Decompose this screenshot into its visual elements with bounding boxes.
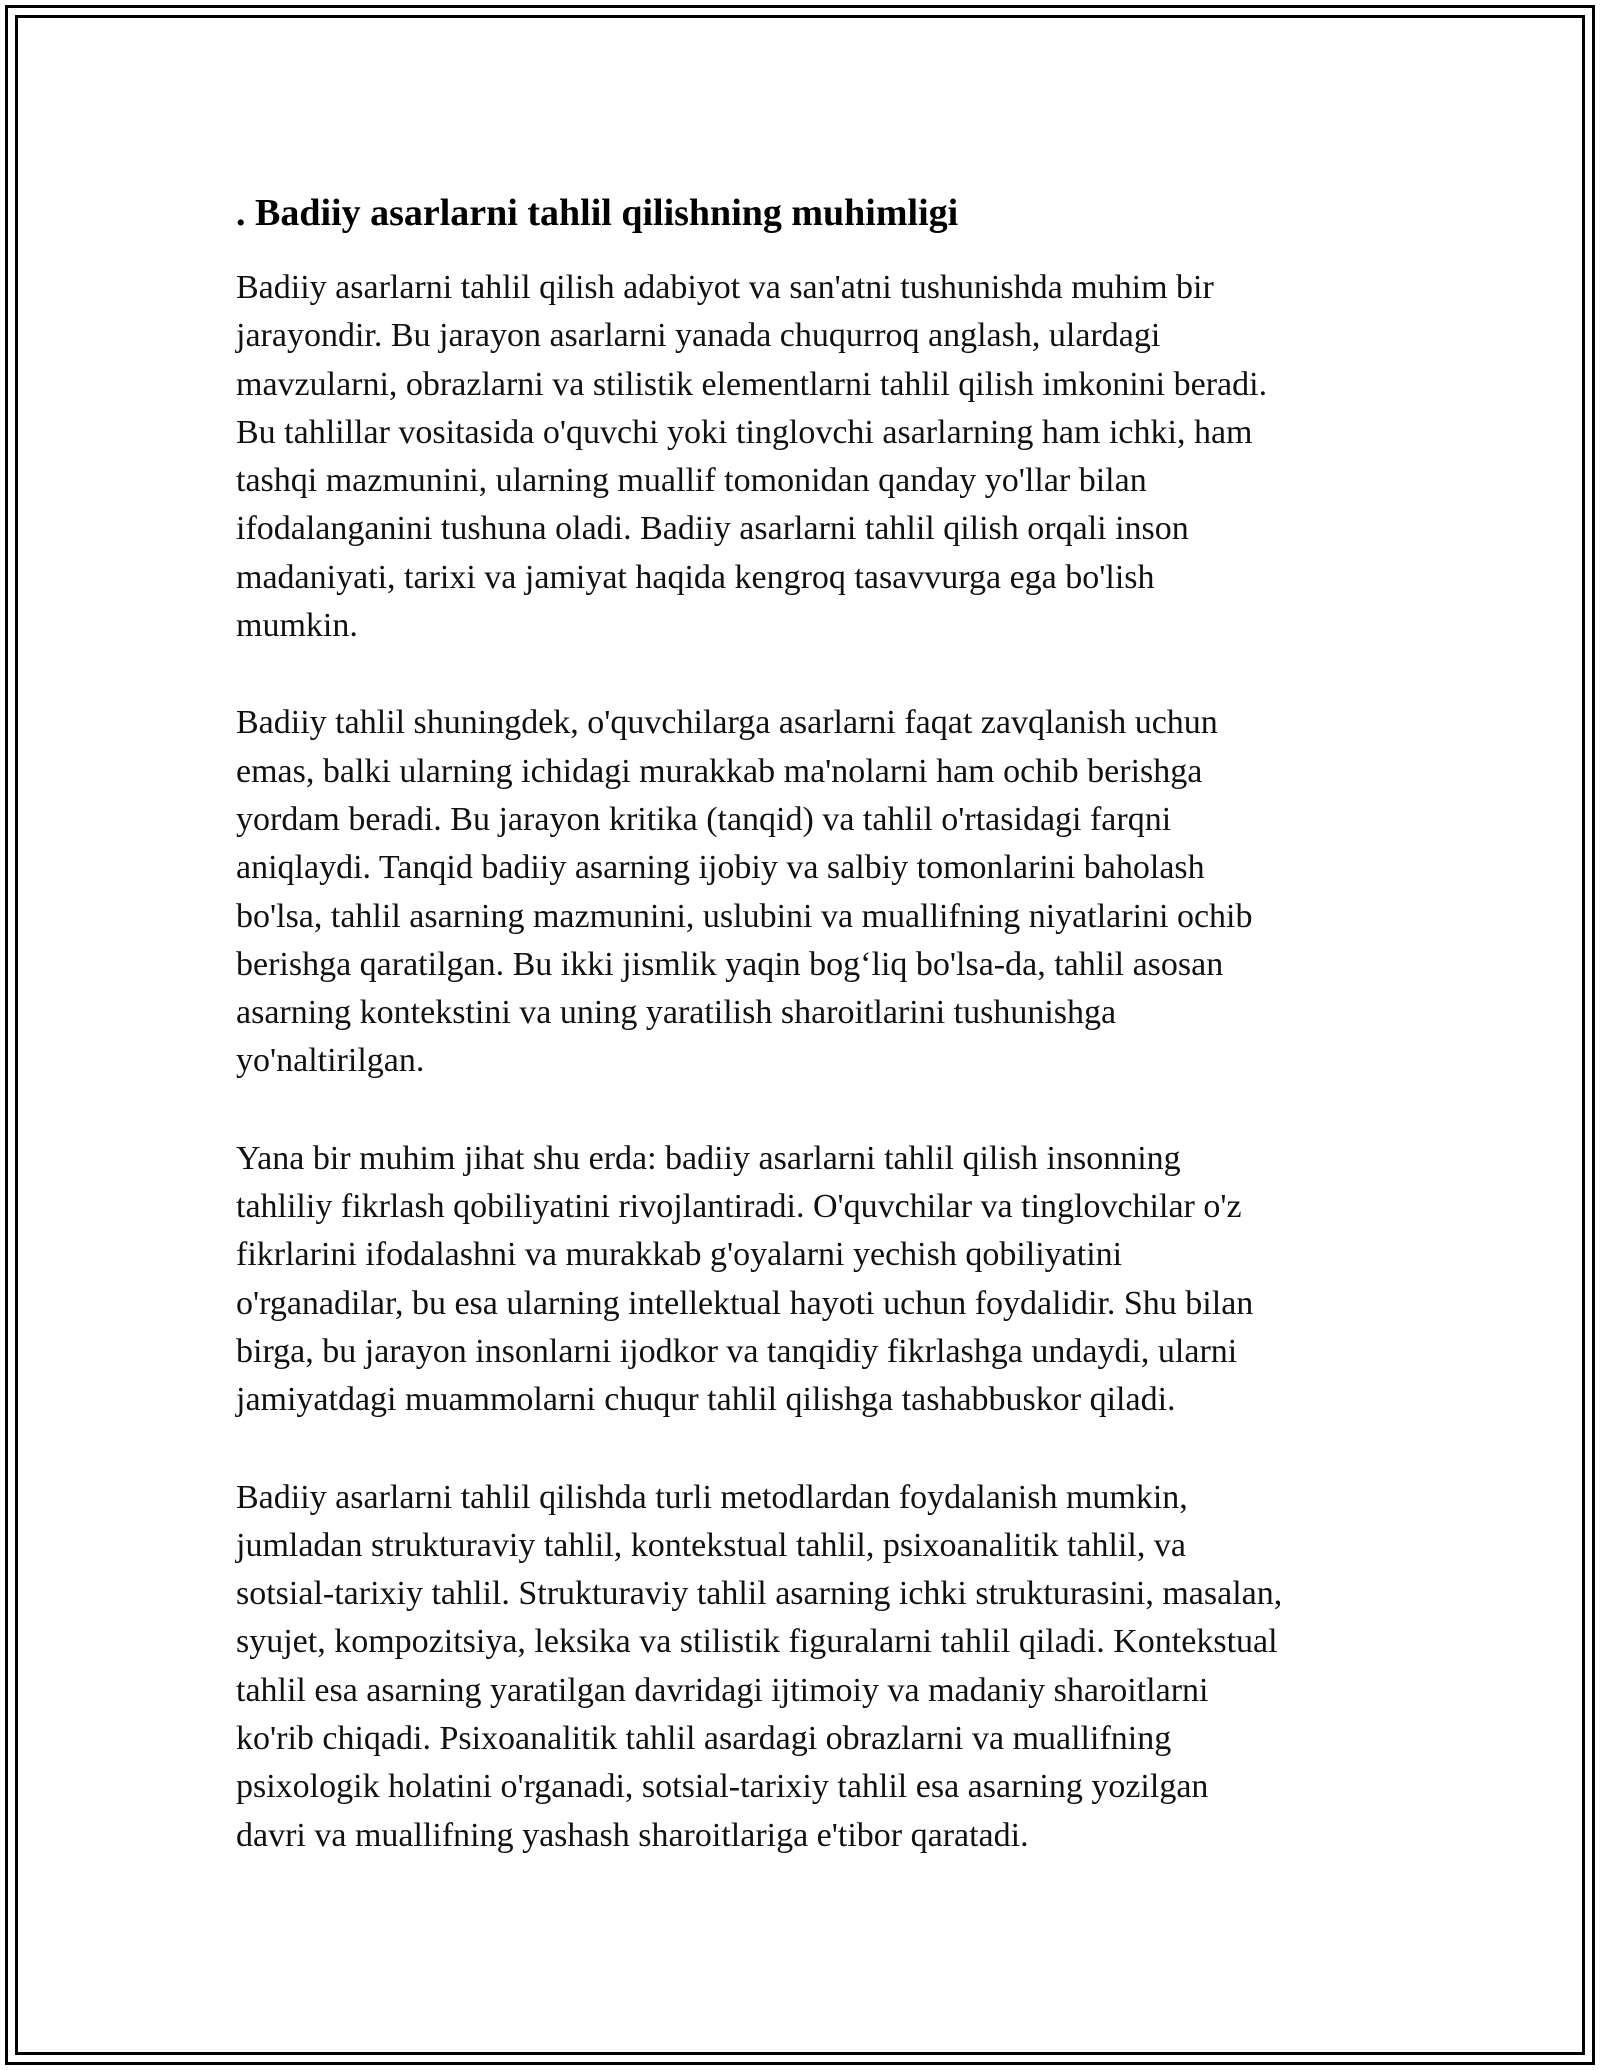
paragraph-line: Badiiy tahlil shuningdek, o'quvchilarga asarlarni faqat zavqlanish uchun bbox=[236, 704, 1218, 742]
paragraph-line: ifodalanganini tushuna oladi. Badiiy asarlarni tahlil qilish orqali inson bbox=[236, 510, 1189, 548]
paragraph-line: mumkin. bbox=[236, 607, 358, 645]
paragraph-4 bbox=[236, 1474, 1376, 1860]
paragraph-line: jamiyatdagi muammolarni chuqur tahlil qilishga tashabbuskor qiladi. bbox=[236, 1381, 1176, 1419]
paragraph-line: aniqlaydi. Tanqid badiiy asarning ijobiy va salbiy tomonlarini baholash bbox=[236, 849, 1205, 887]
paragraph-3 bbox=[236, 1135, 1376, 1425]
paragraph-line: davri va muallifning yashash sharoitlariga e'tibor qaratadi. bbox=[236, 1816, 1029, 1854]
paragraph-line: syujet, kompozitsiya, leksika va stilistik figuralarni tahlil qiladi. Kontekstual bbox=[236, 1623, 1278, 1661]
paragraph-2 bbox=[236, 699, 1376, 1085]
paragraph-line: Badiiy asarlarni tahlil qilishda turli metodlardan foydalanish mumkin, bbox=[236, 1478, 1188, 1516]
paragraph-line: madaniyati, tarixi va jamiyat haqida kengroq tasavvurga ega bo'lish bbox=[236, 558, 1155, 596]
paragraph-line: o'rganadilar, bu esa ularning intellektual hayoti uchun foydalidir. Shu bilan bbox=[236, 1284, 1254, 1322]
paragraph-line: Yana bir muhim jihat shu erda: badiiy asarlarni tahlil qilish insonning bbox=[236, 1139, 1181, 1177]
paragraph-line: Badiiy asarlarni tahlil qilish adabiyot va san'atni tushunishda muhim bir bbox=[236, 269, 1214, 306]
paragraph-line: fikrlarini ifodalashni va murakkab g'oyalarni yechish qobiliyatini bbox=[236, 1236, 1123, 1274]
paragraph-line: ko'rib chiqadi. Psixoanalitik tahlil asardagi obrazlarni va muallifning bbox=[236, 1720, 1172, 1758]
paragraph-line: Bu tahlillar vositasida o'quvchi yoki tinglovchi asarlarning ham ichki, ham bbox=[236, 413, 1253, 451]
paragraph-line: bo'lsa, tahlil asarning mazmunini, uslubini va muallifning niyatlarini ochib bbox=[236, 897, 1253, 935]
paragraph-line: psixologik holatini o'rganadi, sotsial-tarixiy tahlil esa asarning yozilgan bbox=[236, 1768, 1209, 1806]
section-heading: . Badiiy asarlarni tahlil qilishning muhimligi bbox=[236, 192, 959, 234]
paragraph-line: asarning kontekstini va uning yaratilish sharoitlarini tushunishga bbox=[236, 994, 1117, 1032]
paragraph-line: yordam beradi. Bu jarayon kritika (tanqid) va tahlil o'rtasidagi farqni bbox=[236, 800, 1172, 838]
paragraph-line: tashqi mazmunini, ularning muallif tomonidan qanday yo'llar bilan bbox=[236, 462, 1147, 500]
paragraph-line: jumladan strukturaviy tahlil, kontekstual tahlil, psixoanalitik tahlil, va bbox=[236, 1526, 1186, 1564]
paragraph-line: emas, balki ularning ichidagi murakkab ma'nolarni ham ochib berishga bbox=[236, 752, 1203, 790]
paragraph-line: yo'naltirilgan. bbox=[236, 1042, 425, 1080]
paragraph-line: birga, bu jarayon insonlarni ijodkor va tanqidiy fikrlashga undaydi, ularni bbox=[236, 1332, 1238, 1370]
paragraph-line: mavzularni, obrazlarni va stilistik elementlarni tahlil qilish imkonini beradi. bbox=[236, 365, 1268, 403]
paragraph-line: berishga qaratilgan. Bu ikki jismlik yaqin bog‘liq bo'lsa-da, tahlil asosan bbox=[236, 945, 1224, 983]
paragraph-line: jarayondir. Bu jarayon asarlarni yanada chuqurroq anglash, ulardagi bbox=[236, 317, 1161, 355]
document-body bbox=[236, 188, 1396, 1909]
paragraph-line: tahlil esa asarning yaratilgan davridagi ijtimoiy va madaniy sharoitlarni bbox=[236, 1671, 1209, 1709]
paragraph-line: sotsial-tarixiy tahlil. Strukturaviy tahlil asarning ichki strukturasini, masalan, bbox=[236, 1575, 1283, 1613]
paragraph-line: tahliliy fikrlash qobiliyatini rivojlantiradi. O'quvchilar va tinglovchilar o'z bbox=[236, 1188, 1242, 1226]
paragraph-1 bbox=[236, 264, 1376, 650]
